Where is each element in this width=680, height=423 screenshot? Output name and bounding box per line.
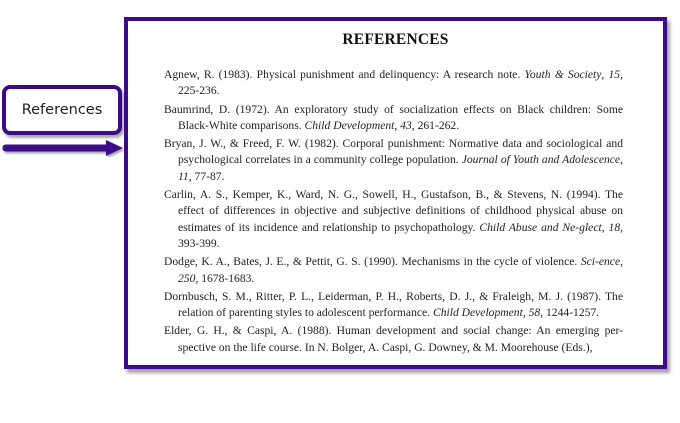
reference-entry: Dornbusch, S. M., Ritter, P. L., Leiderman, P. H., Roberts, D. J., & Fraleigh, M. J. (1987). The relation of parenting styles to adolescent performance. Child Development, 58, 1244-1257. bbox=[164, 289, 623, 320]
document-title: REFERENCES bbox=[342, 31, 449, 48]
reference-entry: Agnew, R. (1983). Physical punishment and delinquency: A research note. Youth & Society, 15, 225-236. bbox=[164, 68, 623, 98]
reference-entry: Elder, G. H., & Caspi, A. (1988). Human development and social change: An emerging per-spective on the life course. In N. Bolger, A. Caspi, G. Downey, & M. Moorehouse (Eds.), bbox=[164, 324, 623, 354]
references-document bbox=[124, 17, 667, 369]
reference-entry: Bryan, J. W., & Freed, F. W. (1982). Corporal punishment: Normative data and sociological and psychological correlates in a community college population. Journal of Youth and Adolescence, 11, 77-87. bbox=[164, 137, 623, 183]
reference-entry: Carlin, A. S., Kemper, K., Ward, N. G., Sowell, H., Gustafson, B., & Stevens, N. (1994). The effect of differences in objective and subjective definitions of childhood physical abuse on estimates of its incidence and relationship to psychopathology. Child Abuse and Ne-glect, 18, 393-399. bbox=[164, 188, 624, 250]
arrow-right-icon bbox=[2, 139, 124, 157]
reference-entry: Dodge, K. A., Bates, J. E., & Pettit, G. S. (1990). Mechanisms in the cycle of violence. Sci-ence, 250, 1678-1683. bbox=[164, 255, 623, 285]
reference-list bbox=[164, 67, 623, 358]
reference-entry: Baumrind, D. (1972). An exploratory study of socialization effects on Black children: Some Black-White comparisons. Child Development, 43, 261-262. bbox=[164, 102, 623, 132]
callout-label: References bbox=[21, 102, 103, 118]
references-callout bbox=[2, 85, 122, 135]
